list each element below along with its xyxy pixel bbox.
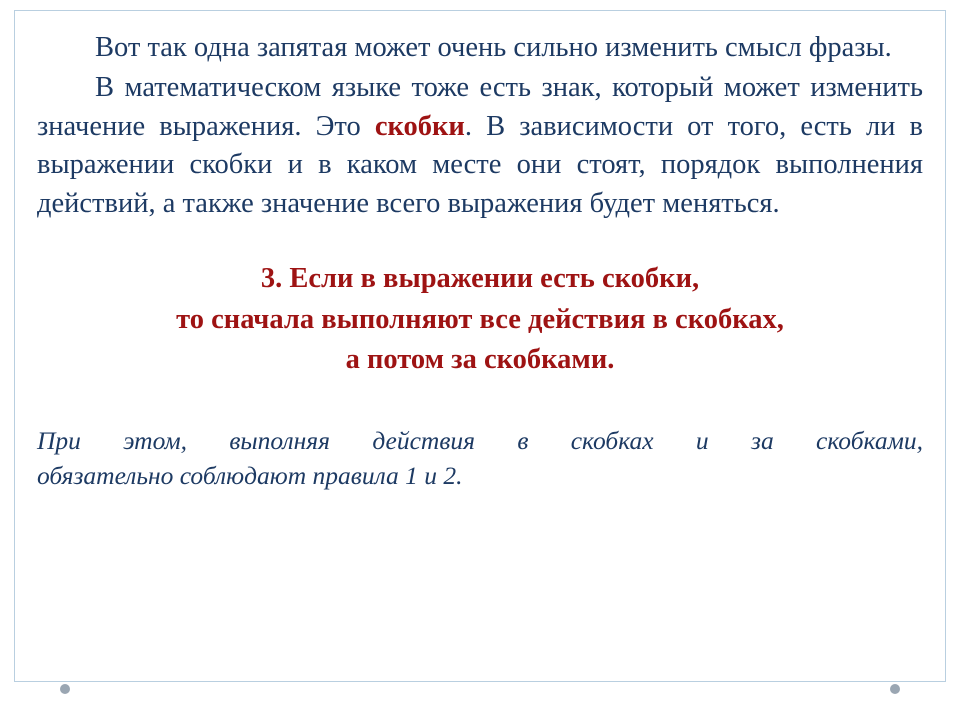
- rule-line-1: 3. Если в выражении есть скобки,: [260, 263, 700, 295]
- accent-term-skobki: скобки: [374, 110, 465, 142]
- note-line-1: При этом, выполняя действия в скобках и за скобками,: [37, 425, 923, 455]
- decorative-dot-right: [890, 684, 900, 694]
- decorative-dot-left: [60, 684, 70, 694]
- content-frame: [14, 10, 946, 682]
- paragraph-brackets-before: В математическом языке тоже есть знак, который может изменить значение выражения. Это: [37, 72, 923, 142]
- note-line-2: обязательно соблюдают правила 1 и 2.: [37, 461, 463, 491]
- paragraph-brackets-after: . В зависимости от того, есть ли в выражении скобки и в каком месте они стоят, порядок выполнения действий, а также значение всего выражения будет меняться.: [37, 110, 923, 219]
- rule-line-3: а потом за скобками.: [345, 344, 615, 376]
- paragraph-intro: [37, 29, 923, 67]
- rule-line-2: то сначала выполняют все действия в скобках,: [176, 303, 784, 335]
- rule-block: [37, 259, 923, 380]
- paragraph-brackets: [37, 69, 923, 223]
- paragraph-intro-text: Вот так одна запятая может очень сильно изменить смысл фразы.: [95, 32, 892, 63]
- note-block: [37, 423, 923, 494]
